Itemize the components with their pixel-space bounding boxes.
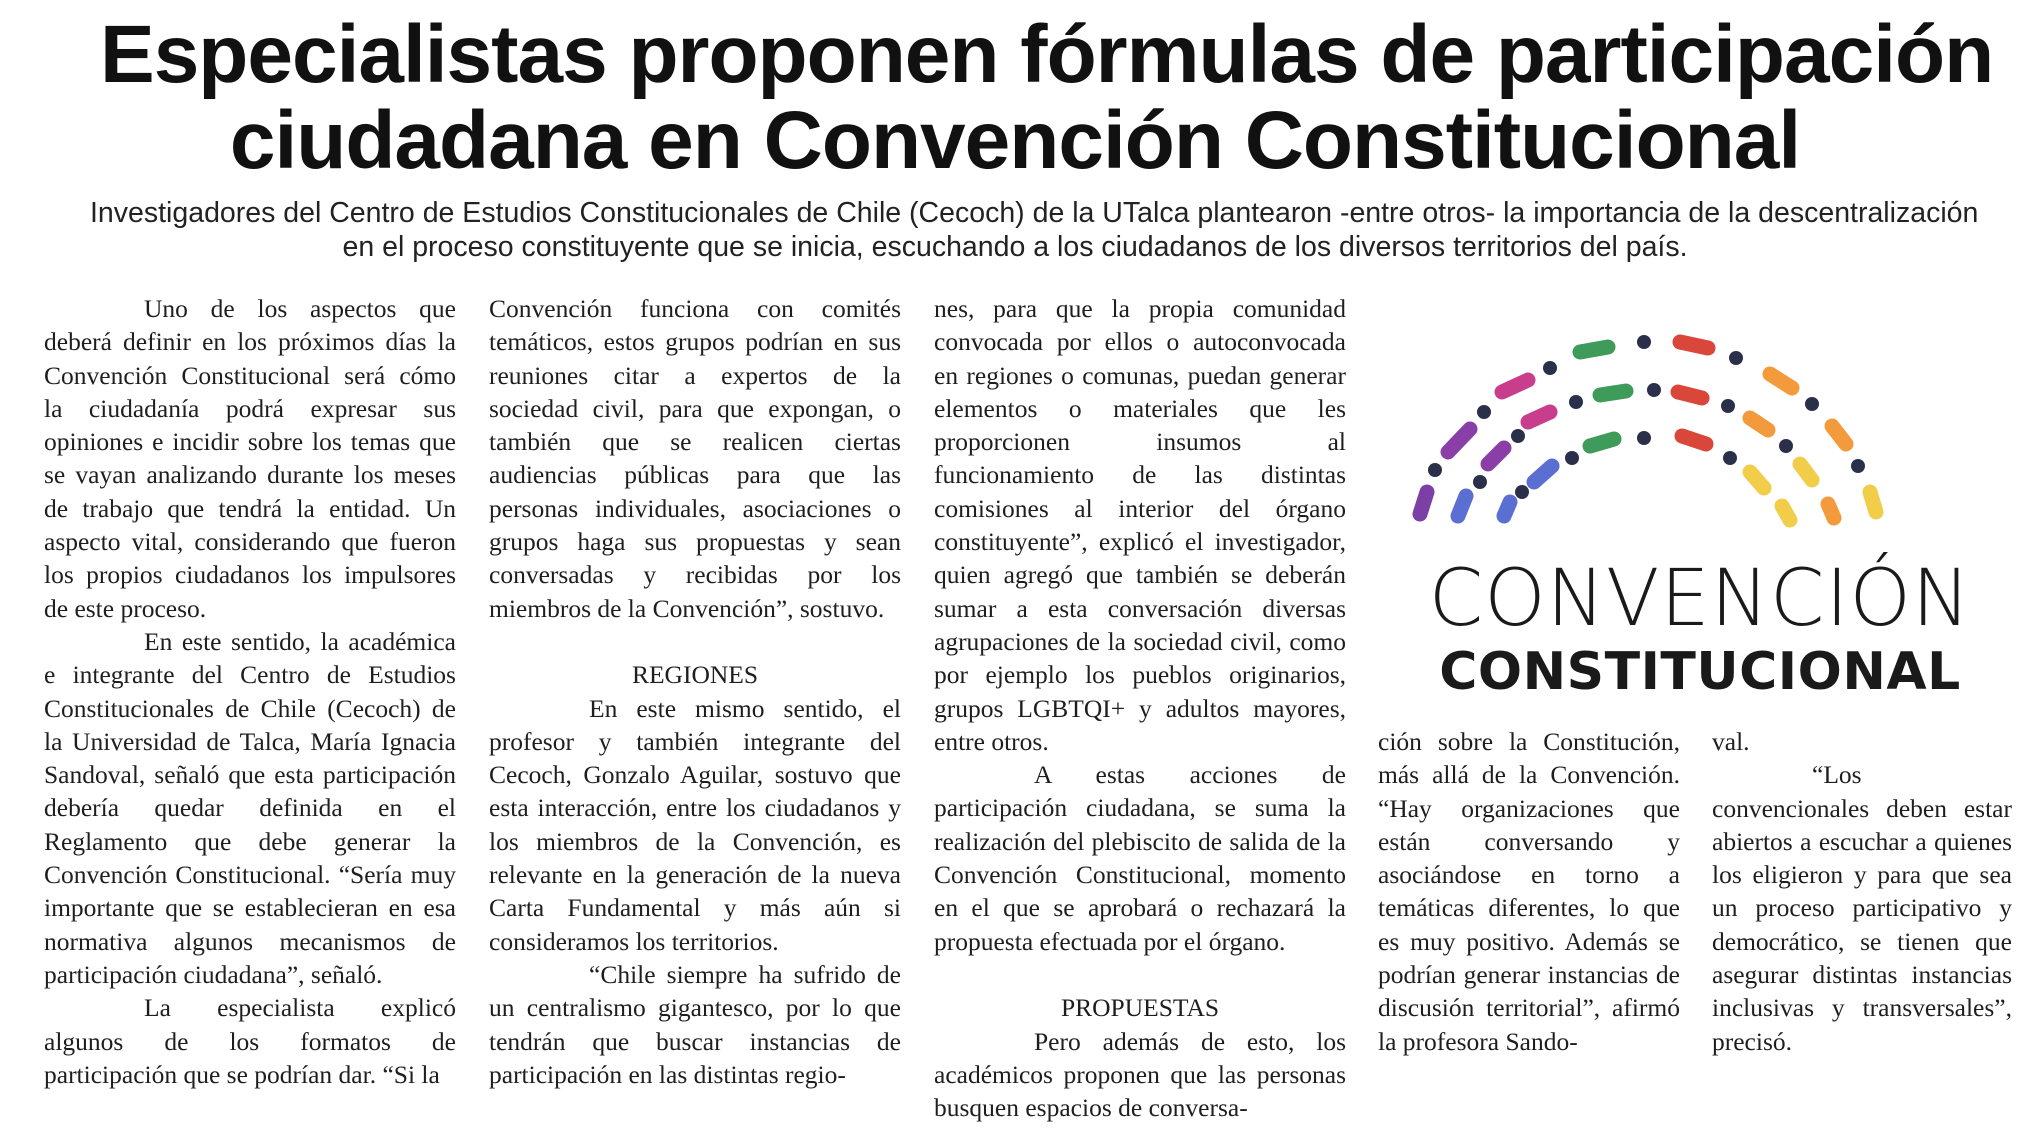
deck-subtitle xyxy=(90,196,1979,264)
deck-line-1: Investigadores del Centro de Estudios Constitucionales de Chile (Cecoch) de la UTalca plantearon -entre otros- la importancia de la descentralización xyxy=(90,197,1979,229)
article-column-1 xyxy=(44,292,456,1091)
deck-line-2: en el proceso constituyente que se inicia, escuchando a los ciudadanos de los diversos territorios del país. xyxy=(342,231,1688,263)
paragraph: “Los convencionales deben estar abiertos a escuchar a quienes los eligieron y para que sea un proceso participativo y democrático, se tienen que asegurar distintas instancias inclusivas y transversales”, precisó. xyxy=(1712,760,2012,1056)
paragraph: Convención funciona con comités temáticos, estos grupos podrían en sus reuniones citar a expertos de la sociedad civil, para que expongan, o también que se realicen ciertas audiencias públicas para que las personas individuales, asociaciones o grupos haga sus propuestas y sean conversadas y recibidas por los miembros de la Convención”, sostuvo. xyxy=(489,294,901,623)
section-heading-propuestas: PROPUESTAS xyxy=(1060,993,1220,1023)
logo-arcs-graphic xyxy=(1400,292,2000,552)
paragraph: Uno de los aspectos que deberá definir en los próximos días la Convención Constitucional será cómo la ciudadanía podrá expresar sus opiniones e incidir sobre los temas que se vayan analizando durante los meses de trabajo que tendrá la entidad. Un aspecto vital, considerando que fueron los propios ciudadanos los impulsores de este proceso. xyxy=(44,294,456,623)
paragraph: ción sobre la Constitución, más allá de la Convención. “Hay organizaciones que están conversando y asociándose en torno a temáticas diferentes, lo que es muy positivo. Además se podrían generar instancias de discusión territorial”, afirmó la profesora Sando- xyxy=(1378,727,1680,1056)
article-column-4 xyxy=(1378,725,1680,1058)
paragraph: En este mismo sentido, el profesor y también integrante del Cecoch, Gonzalo Aguilar, sostuvo que esta interacción, entre los ciudadanos y los miembros de la Convención, es relevante en la generación de la nueva Carta Fundamental y más aún si consideramos los territorios. xyxy=(489,693,901,956)
paragraph: A estas acciones de participación ciudadana, se suma la realización del plebiscito de salida de la Convención Constitucional, momento en el que se aprobará o rechazará la propuesta efectuada por el órgano. xyxy=(934,760,1346,956)
paragraph: “Chile siempre ha sufrido de un centralismo gigantesco, por lo que tendrán que buscar instancias de participación en las distintas regio- xyxy=(489,959,901,1089)
paragraph: nes, para que la propia comunidad convocada por ellos o autoconvocada en regiones o comunas, puedan generar elementos o materiales que les proporcionen insumos al funcionamiento de las distintas comisiones al interior del órgano constituyente”, explicó el investigador, quien agregó que también se deberán sumar a esta conversación diversas agrupaciones de la sociedad civil, como por ejemplo los pueblos originarios, grupos LGBTQI+ y adultos mayores, entre otros. xyxy=(934,294,1346,756)
paragraph: val. xyxy=(1712,727,1750,756)
logo-text-constitucional: CONSTITUCIONAL xyxy=(1439,642,1961,702)
convencion-constitucional-logo xyxy=(1400,292,2000,702)
headline-line-2: ciudadana en Convención Constitucional xyxy=(229,95,1801,186)
paragraph: Pero además de esto, los académicos proponen que las personas busquen espacios de conversa- xyxy=(934,1026,1346,1123)
paragraph: En este sentido, la académica e integrante del Centro de Estudios Constitucionales de Chile (Cecoch) de la Universidad de Talca, María Ignacia Sandoval, señaló que esta participación debería quedar definida en el Reglamento que debe generar la Convención Constitucional. “Sería muy importante que se establecieran en esa normativa algunos mecanismos de participación ciudadana”, señaló. xyxy=(44,626,456,989)
paragraph: La especialista explicó algunos de los formatos de participación que se podrían dar. “Si la xyxy=(44,993,456,1089)
article-column-5 xyxy=(1712,725,2012,1058)
headline-line-1: Especialistas proponen fórmulas de participación xyxy=(100,9,1994,100)
article-column-2 xyxy=(489,292,901,1091)
article-column-3 xyxy=(934,292,1346,1124)
logo-text-convencion: CONVENCIÓN xyxy=(1428,554,1972,644)
section-heading-regiones: REGIONES xyxy=(631,660,759,690)
headline xyxy=(100,9,1994,186)
